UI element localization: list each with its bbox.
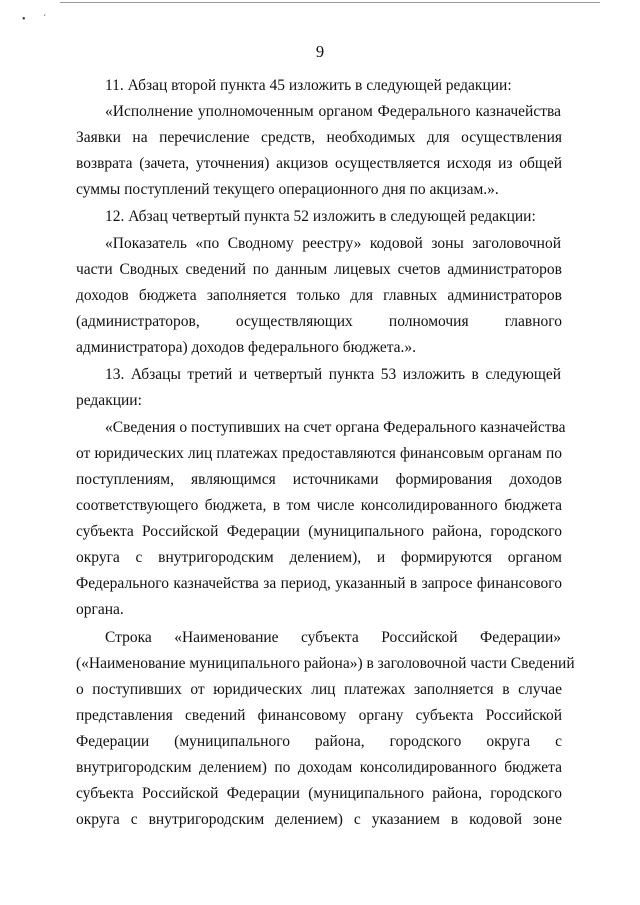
paragraph-line: субъекта Российской Федерации (муниципального района, городского <box>76 785 562 802</box>
scan-edge-line <box>60 2 600 3</box>
paragraph-line: о поступивших от юридических лиц платежах заполняется в случае <box>76 681 562 698</box>
paragraph-line: субъекта Российской Федерации (муниципального района, городского <box>76 523 562 540</box>
paragraph-line: поступлениям, являющимся источниками формирования доходов <box>76 471 562 488</box>
paragraph-line: («Наименование муниципального района») в заголовочной части Сведений <box>76 655 575 672</box>
paragraph-line: округа с внутригородским делением) с указанием в кодовой зоне <box>76 811 562 828</box>
paragraph-line: (администраторов, осуществляющих полномочия главного <box>76 313 562 330</box>
scan-specks: • ´ <box>22 14 47 25</box>
page-number: 9 <box>315 42 325 61</box>
paragraph-line: Федерации (муниципального района, городского округа с <box>76 733 562 750</box>
paragraph-line: редакции: <box>76 392 142 409</box>
paragraph-line: части Сводных сведений по данным лицевых счетов администраторов <box>76 261 562 278</box>
paragraph-line: органа. <box>76 601 124 618</box>
paragraph-line: от юридических лиц платежах предоставляются финансовым органам по <box>76 445 562 462</box>
paragraph-line: Заявки на перечисление средств, необходимых для осуществления <box>76 129 562 146</box>
paragraph-line: «Исполнение уполномоченным органом Федерального казначейства <box>105 103 561 120</box>
paragraph-line: суммы поступлений текущего операционного дня по акцизам.». <box>76 181 499 198</box>
paragraph-line: «Показатель «по Сводному реестру» кодовой зоны заголовочной <box>105 235 561 252</box>
paragraph-line: 11. Абзац второй пункта 45 изложить в следующей редакции: <box>105 77 512 94</box>
paragraph-line: соответствующего бюджета, в том числе консолидированного бюджета <box>76 497 562 514</box>
paragraph-line: 13. Абзацы третий и четвертый пункта 53 изложить в следующей <box>105 366 561 383</box>
paragraph-line: доходов бюджета заполняется только для главных администраторов <box>76 287 562 304</box>
paragraph-line: 12. Абзац четвертый пункта 52 изложить в следующей редакции: <box>105 208 536 225</box>
paragraph-line: Строка «Наименование субъекта Российской Федерации» <box>105 629 561 646</box>
paragraph-line: округа с внутригородским делением), и формируются органом <box>76 549 562 566</box>
paragraph-line: внутригородским делением) по доходам консолидированного бюджета <box>76 759 562 776</box>
paragraph-line: «Сведения о поступивших на счет органа Федерального казначейства <box>105 419 566 436</box>
paragraph-line: представления сведений финансовому органу субъекта Российской <box>76 707 562 724</box>
paragraph-line: возврата (зачета, уточнения) акцизов осуществляется исходя из общей <box>76 155 562 172</box>
paragraph-line: Федерального казначейства за период, указанный в запросе финансового <box>76 575 562 592</box>
paragraph-line: администратора) доходов федерального бюджета.». <box>76 339 417 356</box>
